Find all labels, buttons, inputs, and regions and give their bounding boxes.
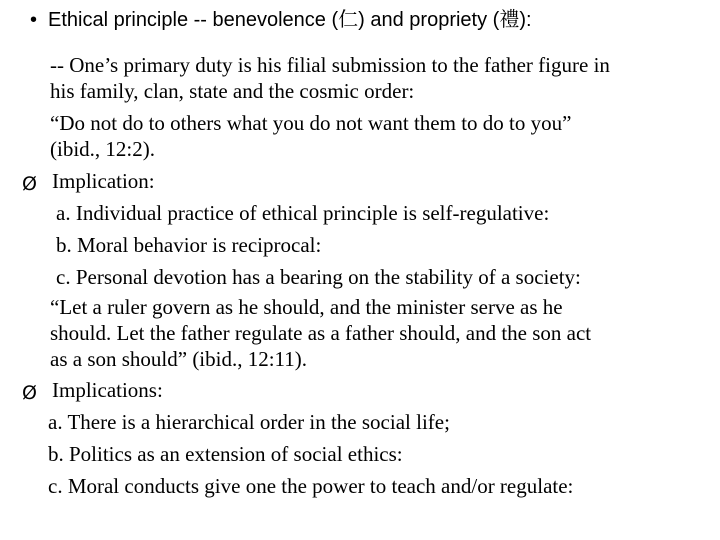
implication-label: Implication: bbox=[52, 169, 155, 193]
primary-duty-line-1: -- One’s primary duty is his filial submission to the father figure in bbox=[50, 53, 610, 77]
implication-item-b: b. Moral behavior is reciprocal: bbox=[56, 233, 322, 257]
arrow-bullet-icon: Ø bbox=[22, 382, 37, 404]
primary-duty-quote-line-1: “Do not do to others what you do not want them to do to you” bbox=[50, 111, 572, 135]
heading-text-middle: ) and propriety ( bbox=[358, 9, 500, 31]
arrow-bullet-icon: Ø bbox=[22, 173, 37, 195]
heading-cjk-benevolence: 仁 bbox=[338, 7, 359, 31]
implications-label: Implications: bbox=[52, 378, 163, 402]
primary-duty-quote-line-2: (ibid., 12:2). bbox=[50, 137, 155, 161]
implication-quote-line-1: “Let a ruler govern as he should, and the minister serve as he bbox=[50, 295, 563, 319]
bullet-icon: • bbox=[30, 9, 38, 31]
implication-quote-line-2: should. Let the father regulate as a father should, and the son act bbox=[50, 321, 592, 345]
heading-line bbox=[48, 9, 532, 30]
implication-item-c: c. Personal devotion has a bearing on the stability of a society: bbox=[56, 265, 581, 289]
implications-item-a: a. There is a hierarchical order in the social life; bbox=[48, 410, 450, 434]
heading-text-after: ): bbox=[519, 9, 532, 31]
implication-quote-line-3: as a son should” (ibid., 12:11). bbox=[50, 347, 308, 371]
heading-text-before: Ethical principle -- benevolence ( bbox=[48, 9, 339, 31]
implication-item-a: a. Individual practice of ethical principle is self-regulative: bbox=[56, 201, 550, 225]
implications-item-b: b. Politics as an extension of social ethics: bbox=[48, 442, 403, 466]
implications-item-c: c. Moral conducts give one the power to teach and/or regulate: bbox=[48, 474, 574, 498]
heading-cjk-propriety: 禮 bbox=[499, 7, 520, 31]
primary-duty-line-2: his family, clan, state and the cosmic order: bbox=[50, 79, 415, 103]
